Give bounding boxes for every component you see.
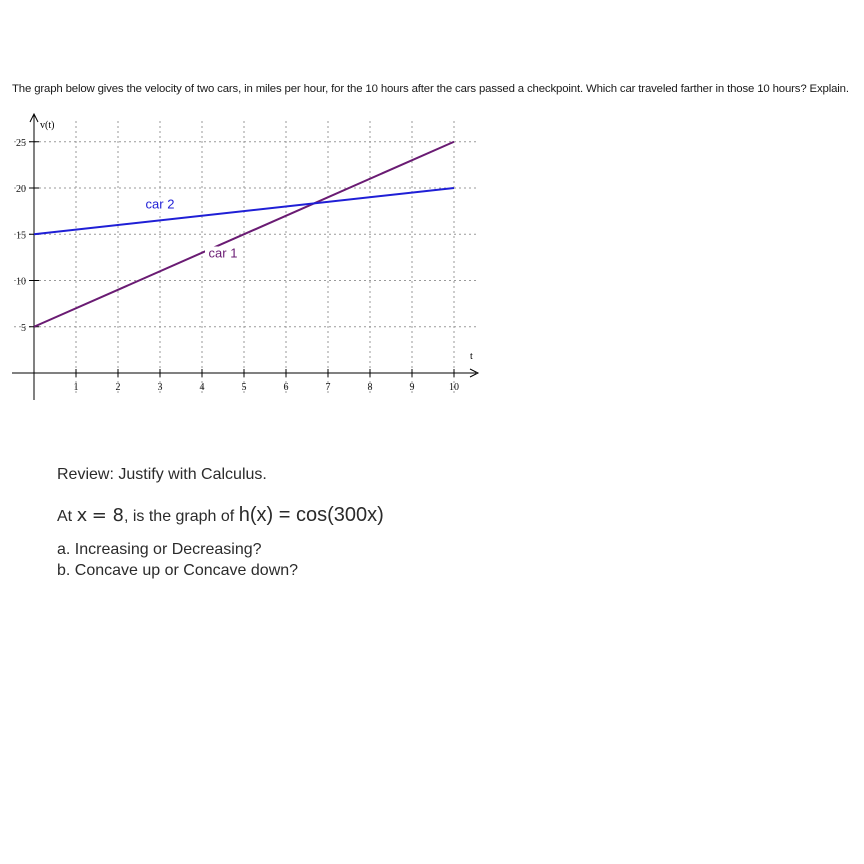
problem-text: The graph below gives the velocity of two cars, in miles per hour, for the 10 hours after the cars passed a checkpoint. Which car traveled farther in those 10 hours? Explain. — [12, 83, 849, 95]
y-tick-label: 15 — [16, 230, 26, 242]
function-expression: h(x) = cos(300x) — [238, 504, 384, 526]
review-title: Review: Justify with Calculus. — [57, 466, 267, 483]
velocity-chart — [0, 105, 500, 405]
review-question — [57, 504, 384, 527]
y-tick-label: 10 — [16, 276, 26, 288]
x-tick-label: 10 — [449, 382, 459, 393]
x-tick-labels — [74, 382, 460, 393]
x-tick-label: 6 — [283, 382, 289, 393]
x-tick-label: 3 — [157, 382, 163, 393]
y-tick-label: 5 — [21, 322, 26, 334]
item-b: b. Concave up or Concave down? — [57, 562, 299, 579]
series-label-2: car 2 — [145, 196, 175, 212]
question-middle: , is the graph of — [123, 508, 235, 525]
y-tick-label: 25 — [16, 137, 26, 149]
series-label-1: car 1 — [208, 245, 238, 261]
x-tick-label: 1 — [73, 382, 79, 393]
y-tick-label: 20 — [16, 184, 26, 195]
y-axis-label: v(t) — [40, 120, 55, 131]
y-tick-labels — [16, 138, 26, 334]
axes — [12, 114, 478, 400]
x-value: = 8 — [91, 505, 124, 526]
x-tick-label: 9 — [409, 382, 415, 393]
series-labels — [142, 196, 241, 261]
question-prefix: At — [57, 508, 73, 525]
x-tick-label: 8 — [367, 382, 373, 393]
x-axis-label: t — [470, 351, 473, 362]
x-tick-label: 7 — [325, 382, 331, 393]
x-tick-label: 4 — [199, 382, 205, 393]
x-tick-label: 5 — [241, 382, 247, 393]
item-a: a. Increasing or Decreasing? — [57, 541, 262, 558]
review-block — [57, 466, 384, 579]
review-items — [57, 539, 298, 581]
x-tick-label: 2 — [115, 382, 121, 393]
x-variable: x — [76, 505, 88, 526]
